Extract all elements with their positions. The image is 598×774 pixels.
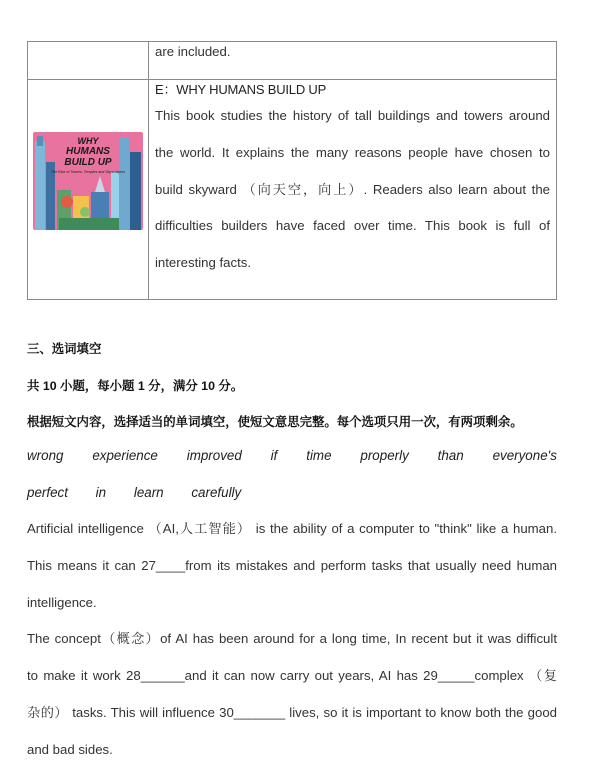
section-title: 三、选词填空 [27,342,102,356]
passage-line: This means it can 27____from its mistakes and perform tasks that usually need human [27,557,557,573]
table-row [27,41,557,80]
table-cell-image [28,80,149,299]
section-score: 共 10 小题，每小题 1 分，满分 10 分。 [27,379,244,393]
word-option: learn [133,485,164,500]
desc-line: the world. It explains the many reasons people have chosen to [155,144,550,160]
book-table [27,41,557,300]
section-instruction: 根据短文内容，选择适当的单词填空，使短文意思完整。每个选项只用一次，有两项剩余。 [27,415,523,429]
word-bank-line2 [27,485,265,500]
desc-line: This book studies the history of tall buildings and towers around [155,108,550,123]
word-option: everyone's [492,448,557,463]
passage-line: Artificial intelligence （AI,人工智能） is the ability of a computer to "think" like a human. [27,521,557,536]
cover-title-1: WHY [77,136,99,146]
passage-line: to make it work 28______and it can now carry out years, AI has 29_____complex （复 [27,668,557,684]
table-cell-description [149,80,556,299]
word-option: if [270,448,278,463]
word-option: perfect [27,485,68,500]
cover-subtitle: The Rise of Towers, Temples and Skyscrapers [50,170,126,174]
desc-line: difficulties builders have faced over time. This book is full of [155,218,550,234]
passage [27,511,557,769]
passage-line: 杂的） tasks. This will influence 30_______ lives, so it is important to know both the good [27,704,557,720]
table-row [27,80,557,300]
cover-title-3: BUILD UP [64,157,112,168]
word-option: time [306,448,332,463]
cover-title-2: HUMANS [66,146,110,157]
book-cover-image [33,132,143,230]
word-option: carefully [191,485,242,500]
passage-line: intelligence. [27,594,97,610]
desc-line: build skyward （向天空，向上）. Readers also learn about the [155,181,550,197]
book-description [155,98,550,282]
word-option: improved [186,448,242,463]
row1-text: are included. [155,44,231,59]
word-option: wrong [27,448,64,463]
word-bank-line1 [27,448,557,463]
word-option: properly [360,448,409,463]
desc-line: interesting facts. [155,255,252,271]
table-cell-text [149,42,556,79]
passage-line: and bad sides. [27,741,113,757]
word-option: than [437,448,464,463]
word-option: in [95,485,107,500]
book-heading: E：WHY HUMANS BUILD UP [155,82,327,97]
passage-line: The concept（概念）of AI has been around for a long time, In recent but it was difficult [27,631,557,647]
table-cell-empty [28,42,149,79]
word-option: experience [92,448,158,463]
